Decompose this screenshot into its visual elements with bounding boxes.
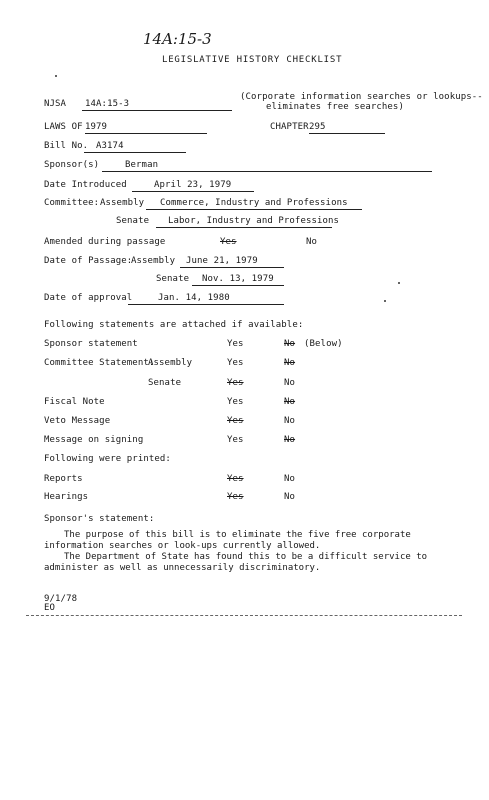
printed-heading: Following were printed: xyxy=(44,454,171,464)
row-fiscal-yes: Yes xyxy=(227,397,244,407)
committee-label: Committee: xyxy=(44,198,100,208)
speck xyxy=(55,75,57,77)
date-introduced-value: April 23, 1979 xyxy=(154,180,232,190)
sponsor-value: Berman xyxy=(125,160,159,170)
printed-reports-yes: Yes xyxy=(227,474,244,484)
amended-no: No xyxy=(306,237,318,247)
speck xyxy=(384,300,386,302)
row-sponsor-yes: Yes xyxy=(227,339,244,349)
printed-hearings-label: Hearings xyxy=(44,492,89,502)
row-veto-no: No xyxy=(284,416,296,426)
laws-of-field xyxy=(85,122,207,134)
row-fiscal-no: No xyxy=(284,397,296,407)
row-sponsor-no: No xyxy=(284,339,296,349)
page-bottom-rule xyxy=(26,615,462,616)
committee-assembly-field xyxy=(146,198,362,210)
footer-initials: EO xyxy=(44,603,56,613)
passage-assembly-field xyxy=(180,256,284,268)
njsa-label: NJSA xyxy=(44,99,67,109)
row-fiscal-label: Fiscal Note xyxy=(44,397,105,407)
printed-hearings-no: No xyxy=(284,492,296,502)
bill-no-field xyxy=(84,141,186,153)
passage-assembly-label: Assembly xyxy=(131,256,176,266)
row-committee-senate-label: Senate xyxy=(148,378,182,388)
footer-date: 9/1/78 xyxy=(44,594,78,604)
passage-assembly-value: June 21, 1979 xyxy=(186,256,258,266)
row-committee-label: Committee Statement: xyxy=(44,358,155,368)
attached-heading: Following statements are attached if available: xyxy=(44,320,304,330)
row-veto-yes: Yes xyxy=(227,416,244,426)
passage-senate-label: Senate xyxy=(156,274,190,284)
bill-no-value: A3174 xyxy=(96,141,124,151)
date-introduced-field xyxy=(132,180,254,192)
row-veto-label: Veto Message xyxy=(44,416,111,426)
passage-label: Date of Passage: xyxy=(44,256,133,266)
statement-paragraph-1: The purpose of this bill is to eliminate the five free corporate information searches or look-ups currently allowed. xyxy=(44,530,411,551)
printed-reports-no: No xyxy=(284,474,296,484)
date-introduced-label: Date Introduced xyxy=(44,180,127,190)
laws-of-label: LAWS OF xyxy=(44,122,83,132)
statement-paragraph-2: The Department of State has found this to be a difficult service to administer as well as unnecessarily discriminatory. xyxy=(44,552,428,573)
njsa-value: 14A:15-3 xyxy=(85,99,130,109)
row-committee-assembly-label: Assembly xyxy=(148,358,193,368)
committee-senate-field xyxy=(156,216,340,228)
committee-senate-label: Senate xyxy=(116,216,150,226)
row-committee-senate-yes: Yes xyxy=(227,378,244,388)
row-committee-senate-no: No xyxy=(284,378,296,388)
row-message-label: Message on signing xyxy=(44,435,144,445)
speck xyxy=(398,282,400,284)
amended-yes: Yes xyxy=(220,237,237,247)
sponsor-field xyxy=(102,160,432,172)
passage-senate-value: Nov. 13, 1979 xyxy=(202,274,274,284)
approval-field xyxy=(128,293,284,305)
note-line-1: (Corporate information searches or lookups-- xyxy=(240,92,483,102)
row-sponsor-extra: (Below) xyxy=(304,339,343,349)
row-committee-assembly-no: No xyxy=(284,358,296,368)
committee-assembly-value: Commerce, Industry and Professions xyxy=(160,198,348,208)
passage-senate-field xyxy=(192,274,284,286)
printed-hearings-yes: Yes xyxy=(227,492,244,502)
approval-label: Date of approval xyxy=(44,293,133,303)
printed-reports-label: Reports xyxy=(44,474,83,484)
njsa-field xyxy=(82,99,232,111)
row-message-no: No xyxy=(284,435,296,445)
row-sponsor-label: Sponsor statement xyxy=(44,339,138,349)
committee-assembly-label: Assembly xyxy=(100,198,145,208)
page-title: LEGISLATIVE HISTORY CHECKLIST xyxy=(162,55,343,65)
sponsor-label: Sponsor(s) xyxy=(44,160,100,170)
approval-value: Jan. 14, 1980 xyxy=(158,293,230,303)
committee-senate-value: Labor, Industry and Professions xyxy=(168,216,340,226)
row-message-yes: Yes xyxy=(227,435,244,445)
row-committee-assembly-yes: Yes xyxy=(227,358,244,368)
sponsor-statement-heading: Sponsor's statement: xyxy=(44,514,155,524)
handwritten-reference: 14A:15-3 xyxy=(143,30,212,48)
bill-no-label: Bill No. xyxy=(44,141,89,151)
chapter-label: CHAPTER xyxy=(270,122,309,132)
chapter-value: 295 xyxy=(309,122,326,132)
chapter-field xyxy=(309,122,385,134)
amended-label: Amended during passage xyxy=(44,237,166,247)
note-line-2: eliminates free searches) xyxy=(266,102,404,112)
laws-of-value: 1979 xyxy=(85,122,108,132)
